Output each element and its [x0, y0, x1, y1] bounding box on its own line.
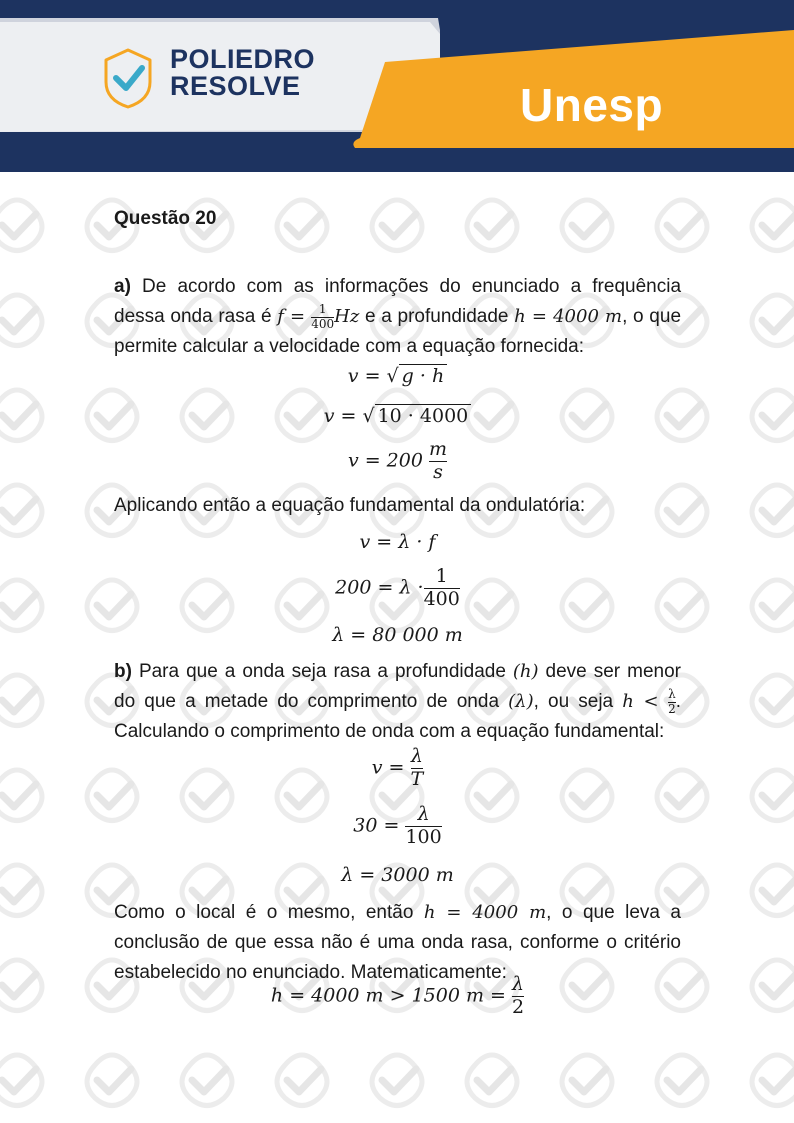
brand-line-2: RESOLVE: [170, 71, 301, 101]
equation-b-final: h = 4000 m > 1500 m = $\frac{\lambda}{2}$: [270, 973, 525, 1018]
part-a-label: a): [114, 276, 131, 297]
header-banner: [0, 0, 794, 172]
part-b-paragraph-1: b) Para que a onda seja rasa a profundidade (h) deve ser menor do que a metade do comprimento de onda (λ), ou seja h < $\frac{\lambda}{2}$ . Calculando o comprimento de onda com a equação fundamental:: [114, 661, 682, 742]
question-title: Questão 20: [114, 208, 217, 229]
part-b-paragraph-2: Como o local é o mesmo, então h = 4000 m, o que leva a conclusão de que essa não é uma onda rasa, conforme o critério estabelecido no enunciado. Matematicamente:: [114, 902, 681, 983]
equation-a6: λ = 80 000 m: [332, 624, 463, 646]
equation-a1: v = √ g · h: [114, 364, 681, 387]
part-b-label: b): [114, 661, 132, 682]
brand-logo-text: [170, 46, 315, 100]
brand-line-1: POLIEDRO: [170, 44, 316, 74]
inequality-expression: h < $\frac{\lambda}{2}$: [622, 686, 676, 716]
frequency-expression: f = $\frac{1}{400}$ Hz: [277, 301, 360, 331]
part-a-paragraph-2: Aplicando então a equação fundamental da ondulatória:: [114, 495, 586, 516]
exam-name: Unesp: [520, 79, 664, 131]
equation-b2: 30 = $\frac{\lambda}{100}$: [353, 803, 442, 848]
equation-a2: v = √ 10 · 4000: [114, 404, 681, 427]
part-a-paragraph-1: a) De acordo com as informações do enunciado a frequência dessa onda rasa é f = $\frac{1}{400}$ Hz e a profundidade h = 4000 m, o que permite calcular a velocidade com a equação fornecida:: [114, 276, 682, 357]
equation-b3: λ = 3000 m: [341, 864, 454, 886]
equation-a4: v = λ · f: [359, 531, 436, 553]
equation-b1: v = $\frac{\lambda}{T}$: [371, 745, 424, 790]
equation-a5: 200 = λ · $\frac{1}{400}$: [335, 565, 460, 610]
depth-expression: h = 4000 m: [514, 306, 623, 327]
equation-a3: v = 200 $\frac{m}{s}$: [347, 438, 448, 483]
